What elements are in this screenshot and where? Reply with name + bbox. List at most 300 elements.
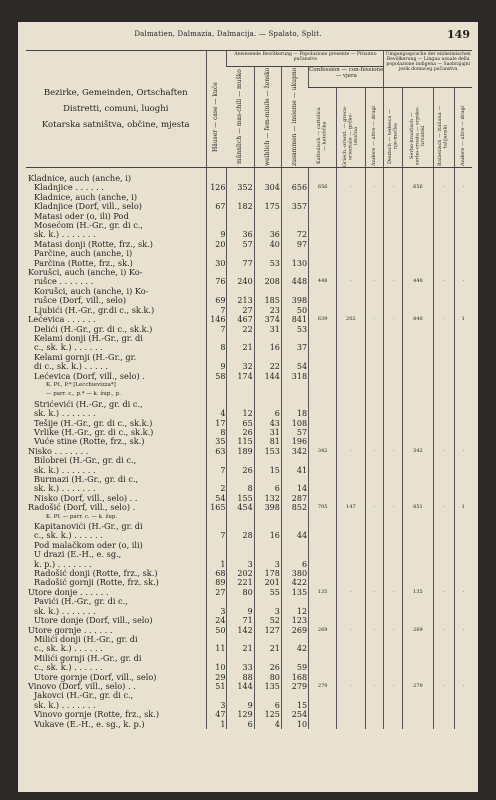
cell-de — [384, 212, 403, 221]
cell-othr — [365, 168, 384, 184]
table-row — [26, 588, 472, 597]
table-row — [26, 484, 472, 493]
place-name: Nisko . . . . . . . — [28, 446, 89, 456]
cell-it — [433, 334, 454, 343]
cell-female: 15 — [254, 466, 281, 475]
table-row — [26, 400, 472, 409]
cell-orth — [337, 578, 365, 587]
place-name: sk. k.) . . . . . . . — [34, 484, 96, 494]
cell-orth — [337, 531, 365, 540]
table-row — [26, 569, 472, 578]
cell-male: 240 — [227, 277, 254, 286]
cell-ol — [454, 466, 472, 475]
cell-it — [433, 597, 454, 606]
cell-sc: 656 — [403, 183, 433, 192]
cell-ol — [454, 475, 472, 484]
place-name: rušce (Dorf, vill., selo) — [34, 296, 127, 306]
cell-female — [254, 635, 281, 644]
cell-female: 144 — [254, 372, 281, 381]
cell-cath: 135 — [309, 588, 337, 597]
cell-female — [254, 353, 281, 362]
cell-female — [254, 597, 281, 606]
cell-othr — [365, 513, 384, 522]
cell-orth: 147 — [337, 503, 365, 512]
cell-ol — [454, 230, 472, 239]
cell-ol — [454, 221, 472, 230]
cell-it — [433, 635, 454, 644]
cell-othr — [365, 550, 384, 559]
cell-othr — [365, 635, 384, 644]
cell-female — [254, 456, 281, 465]
table-row — [26, 673, 472, 682]
cell-cath — [309, 362, 337, 371]
cell-it — [433, 287, 454, 296]
table-row — [26, 626, 472, 635]
cell-orth — [337, 569, 365, 578]
cell-de — [384, 522, 403, 531]
cell-othr — [365, 419, 384, 428]
cell-total — [281, 193, 308, 202]
cell-houses — [206, 654, 227, 663]
cell-sc — [403, 334, 433, 343]
cell-total — [281, 381, 308, 390]
cell-female: 52 — [254, 616, 281, 625]
cell-male — [227, 541, 254, 550]
place-name: Parčine, auch (anche, i) — [34, 249, 133, 259]
cell-de — [384, 419, 403, 428]
cell-ol — [454, 635, 472, 644]
cell-orth — [337, 296, 365, 305]
cell-houses: 7 — [206, 325, 227, 334]
cell-male: 65 — [227, 419, 254, 428]
cell-total: 841 — [281, 315, 308, 324]
cell-sc — [403, 372, 433, 381]
cell-de — [384, 296, 403, 305]
cell-orth — [337, 372, 365, 381]
book-page — [18, 22, 478, 792]
cell-sc — [403, 654, 433, 663]
cell-othr — [365, 644, 384, 653]
cell-othr — [365, 400, 384, 409]
cell-de: · — [384, 183, 403, 192]
cell-othr — [365, 484, 384, 493]
population-table — [26, 50, 472, 729]
cell-othr — [365, 701, 384, 710]
cell-houses: 2 — [206, 484, 227, 493]
cell-total: 168 — [281, 673, 308, 682]
cell-othr — [365, 202, 384, 211]
cell-total: 448 — [281, 277, 308, 286]
cell-it — [433, 400, 454, 409]
cell-de — [384, 400, 403, 409]
cell-female — [254, 654, 281, 663]
cell-othr — [365, 494, 384, 503]
cell-it — [433, 390, 454, 399]
table-row — [26, 168, 472, 184]
cell-it — [433, 484, 454, 493]
cell-houses: 54 — [206, 494, 227, 503]
cell-houses: 58 — [206, 372, 227, 381]
cell-female: 31 — [254, 428, 281, 437]
cell-ol: · — [454, 183, 472, 192]
cell-houses: 63 — [206, 447, 227, 456]
cell-houses — [206, 550, 227, 559]
cell-it — [433, 428, 454, 437]
cell-total: 72 — [281, 230, 308, 239]
language-group-header: Umgangssprache der einheimischen Bevölkerung — Lingua usuale della popolazione indigena — Saobrajajni jezik domaćeg pučanstva — [384, 51, 472, 88]
cell-houses — [206, 268, 227, 277]
cell-ol: · — [454, 447, 472, 456]
cell-sc — [403, 701, 433, 710]
cell-orth — [337, 362, 365, 371]
place-name: Vinovo gornje (Rotte, frz., sk.) — [34, 710, 160, 720]
cell-it — [433, 531, 454, 540]
cell-sc — [403, 541, 433, 550]
cell-female — [254, 475, 281, 484]
cell-othr: · — [365, 183, 384, 192]
cell-orth — [337, 691, 365, 700]
religion-group-header: Confession — con-fessione — vjera — [309, 67, 384, 88]
cell-othr — [365, 334, 384, 343]
cell-sc — [403, 673, 433, 682]
females-header: weiblich — fem-minile — žensko — [254, 67, 281, 168]
cell-female — [254, 381, 281, 390]
cell-ol: · — [454, 277, 472, 286]
table-row — [26, 682, 472, 691]
cell-houses: 8 — [206, 428, 227, 437]
cell-houses — [206, 691, 227, 700]
table-row — [26, 249, 472, 258]
cell-total: 12 — [281, 607, 308, 616]
cell-male: 77 — [227, 259, 254, 268]
cell-orth — [337, 193, 365, 202]
cell-total — [281, 541, 308, 550]
cell-othr — [365, 437, 384, 446]
cell-othr — [365, 560, 384, 569]
cell-orth — [337, 522, 365, 531]
table-row — [26, 531, 472, 540]
cell-cath: 639 — [309, 315, 337, 324]
cell-cath — [309, 249, 337, 258]
cell-female: 21 — [254, 644, 281, 653]
cell-it — [433, 522, 454, 531]
cell-othr — [365, 296, 384, 305]
cell-female — [254, 287, 281, 296]
cell-orth: · — [337, 183, 365, 192]
cell-othr: · — [365, 626, 384, 635]
cell-female — [254, 193, 281, 202]
region-header — [26, 51, 206, 168]
cell-sc — [403, 569, 433, 578]
cell-houses — [206, 249, 227, 258]
cell-male: 33 — [227, 663, 254, 672]
cell-ol — [454, 720, 472, 729]
cell-houses — [206, 193, 227, 202]
cell-it — [433, 560, 454, 569]
cell-sc — [403, 663, 433, 672]
cell-othr — [365, 287, 384, 296]
cell-de — [384, 597, 403, 606]
cell-total: 123 — [281, 616, 308, 625]
cell-othr — [365, 325, 384, 334]
cell-orth — [337, 409, 365, 418]
cell-total: 50 — [281, 306, 308, 315]
cell-cath: 448 — [309, 277, 337, 286]
cell-orth — [337, 428, 365, 437]
cell-ol — [454, 437, 472, 446]
cell-female: 31 — [254, 325, 281, 334]
cell-it — [433, 710, 454, 719]
cell-de — [384, 221, 403, 230]
cell-cath — [309, 428, 337, 437]
cell-it — [433, 456, 454, 465]
cell-female: 23 — [254, 306, 281, 315]
place-name: Kladnjice (Dorf, vill., selo) — [34, 202, 142, 212]
cell-houses: 9 — [206, 362, 227, 371]
place-name: Bilobrei (H.-Gr., gr. di c., — [34, 456, 137, 466]
cell-total: 342 — [281, 447, 308, 456]
cell-female: 132 — [254, 494, 281, 503]
cell-male — [227, 597, 254, 606]
cell-female: 6 — [254, 409, 281, 418]
cell-male — [227, 268, 254, 277]
cell-de — [384, 325, 403, 334]
cell-female: 201 — [254, 578, 281, 587]
cell-houses — [206, 287, 227, 296]
cell-female: 185 — [254, 296, 281, 305]
cell-cath — [309, 221, 337, 230]
table-row — [26, 513, 472, 522]
cell-de: · — [384, 277, 403, 286]
cell-ol — [454, 334, 472, 343]
place-name: Jakovci (H.-Gr., gr. di c., — [34, 691, 134, 701]
cell-orth: · — [337, 447, 365, 456]
cell-sc — [403, 531, 433, 540]
cell-houses — [206, 168, 227, 184]
table-row — [26, 720, 472, 729]
cell-male: 155 — [227, 494, 254, 503]
cell-cath — [309, 531, 337, 540]
cell-cath — [309, 578, 337, 587]
table-row — [26, 193, 472, 202]
cell-total: 6 — [281, 560, 308, 569]
cell-de — [384, 202, 403, 211]
cell-de — [384, 673, 403, 682]
table-body — [26, 168, 472, 729]
cell-othr — [365, 522, 384, 531]
cell-male — [227, 654, 254, 663]
table-row — [26, 362, 472, 371]
cell-othr — [365, 597, 384, 606]
cell-othr — [365, 616, 384, 625]
cell-sc: 135 — [403, 588, 433, 597]
cell-male — [227, 400, 254, 409]
cell-male: 8 — [227, 484, 254, 493]
cell-female: 175 — [254, 202, 281, 211]
cell-othr — [365, 353, 384, 362]
cell-othr — [365, 362, 384, 371]
region-header-de: Bezirke, Gemeinden, Ortschaften — [43, 87, 188, 98]
cell-de — [384, 456, 403, 465]
cell-de — [384, 484, 403, 493]
cell-de — [384, 654, 403, 663]
cell-female: 3 — [254, 607, 281, 616]
cell-de — [384, 644, 403, 653]
cell-total: 57 — [281, 428, 308, 437]
cell-houses — [206, 334, 227, 343]
cell-de — [384, 240, 403, 249]
cell-total — [281, 221, 308, 230]
cell-male: 28 — [227, 531, 254, 540]
cell-cath — [309, 268, 337, 277]
cell-othr — [365, 531, 384, 540]
cell-total: 196 — [281, 437, 308, 446]
place-name: rušce . . . . . . . — [34, 277, 94, 287]
cell-cath — [309, 550, 337, 559]
cell-orth — [337, 475, 365, 484]
running-head — [18, 28, 478, 42]
cell-ol — [454, 419, 472, 428]
cell-ol — [454, 362, 472, 371]
cell-ol — [454, 325, 472, 334]
cell-de — [384, 607, 403, 616]
cell-ol — [454, 409, 472, 418]
cell-houses — [206, 390, 227, 399]
cell-cath — [309, 240, 337, 249]
cell-houses: 4 — [206, 409, 227, 418]
cell-female: 6 — [254, 484, 281, 493]
table-row — [26, 325, 472, 334]
cell-sc — [403, 390, 433, 399]
cell-cath — [309, 306, 337, 315]
cell-total — [281, 249, 308, 258]
cell-total: 59 — [281, 663, 308, 672]
place-name: sk. k.) . . . . . . . — [34, 700, 96, 710]
cell-de — [384, 466, 403, 475]
cell-male — [227, 456, 254, 465]
cell-male: 27 — [227, 306, 254, 315]
cell-male — [227, 381, 254, 390]
table-row — [26, 428, 472, 437]
cell-de — [384, 541, 403, 550]
cell-ol: 1 — [454, 503, 472, 512]
cell-total — [281, 168, 308, 184]
cell-cath — [309, 654, 337, 663]
cell-de — [384, 513, 403, 522]
cell-it — [433, 249, 454, 258]
cell-orth — [337, 230, 365, 239]
cell-houses: 35 — [206, 437, 227, 446]
cell-it: · — [433, 183, 454, 192]
running-head-title: Dalmatien, Dalmazia, Dalmacija. — Spalato, Split. — [134, 30, 322, 38]
cell-male: 6 — [227, 720, 254, 729]
cell-male: 142 — [227, 626, 254, 635]
cell-orth — [337, 325, 365, 334]
cell-othr — [365, 259, 384, 268]
cell-sc — [403, 343, 433, 352]
cell-male: 88 — [227, 673, 254, 682]
cell-sc — [403, 212, 433, 221]
place-name: sk. k.) . . . . . . . — [34, 230, 96, 240]
total-header: zusammen — insieme — ukupno — [281, 67, 308, 168]
cell-de — [384, 701, 403, 710]
cell-total: 10 — [281, 720, 308, 729]
cell-total — [281, 513, 308, 522]
place-name: Vuće stine (Rotte, frz., sk.) — [34, 437, 145, 447]
cell-de — [384, 343, 403, 352]
cell-cath — [309, 230, 337, 239]
table-row — [26, 597, 472, 606]
cell-female: 80 — [254, 673, 281, 682]
cell-houses — [206, 522, 227, 531]
cell-houses: 20 — [206, 240, 227, 249]
place-name: Matasi donji (Rotte, frz., sk.) — [34, 239, 154, 249]
table-row — [26, 390, 472, 399]
cell-ol — [454, 710, 472, 719]
cell-cath — [309, 259, 337, 268]
cell-ol — [454, 597, 472, 606]
place-name: c., sk. k.) . . . . . . — [34, 644, 103, 654]
place-name: Pavići (H.-Gr., gr. di c., — [34, 597, 128, 607]
population-group-header: Anwesende Bevölkerung — Popolazione presente — Prisutno pučanstvo — [227, 51, 384, 67]
orthodox-header: Griech.-orient. — greco-orientale — grčko-istočna — [337, 87, 365, 167]
cell-total: 37 — [281, 343, 308, 352]
place-name: — parr. c., p.* — k. žup., p. — [46, 391, 121, 398]
cell-total — [281, 456, 308, 465]
cell-orth — [337, 259, 365, 268]
table-row — [26, 503, 472, 512]
cell-de — [384, 409, 403, 418]
cell-male — [227, 550, 254, 559]
cell-orth — [337, 616, 365, 625]
males-header: männlich — mas-chili — muško — [227, 67, 254, 168]
cell-ol — [454, 193, 472, 202]
cell-houses: 10 — [206, 663, 227, 672]
table-row — [26, 240, 472, 249]
cell-female — [254, 691, 281, 700]
cell-orth — [337, 168, 365, 184]
cell-othr — [365, 221, 384, 230]
cell-cath: 656 — [309, 183, 337, 192]
cell-orth — [337, 560, 365, 569]
cell-sc — [403, 456, 433, 465]
cell-de: · — [384, 588, 403, 597]
cell-male — [227, 168, 254, 184]
cell-it — [433, 578, 454, 587]
cell-sc — [403, 522, 433, 531]
cell-it — [433, 409, 454, 418]
cell-orth — [337, 419, 365, 428]
cell-it — [433, 202, 454, 211]
cell-orth — [337, 663, 365, 672]
cell-female — [254, 522, 281, 531]
cell-male: 3 — [227, 560, 254, 569]
cell-total: 422 — [281, 578, 308, 587]
cell-sc — [403, 466, 433, 475]
cell-male: 454 — [227, 503, 254, 512]
cell-houses: 89 — [206, 578, 227, 587]
cell-houses — [206, 456, 227, 465]
cell-ol — [454, 494, 472, 503]
table-row — [26, 456, 472, 465]
cell-cath — [309, 494, 337, 503]
cell-sc — [403, 296, 433, 305]
cell-sc — [403, 168, 433, 184]
cell-female: 125 — [254, 710, 281, 719]
cell-male: 26 — [227, 466, 254, 475]
cell-ol — [454, 560, 472, 569]
table-row — [26, 654, 472, 663]
